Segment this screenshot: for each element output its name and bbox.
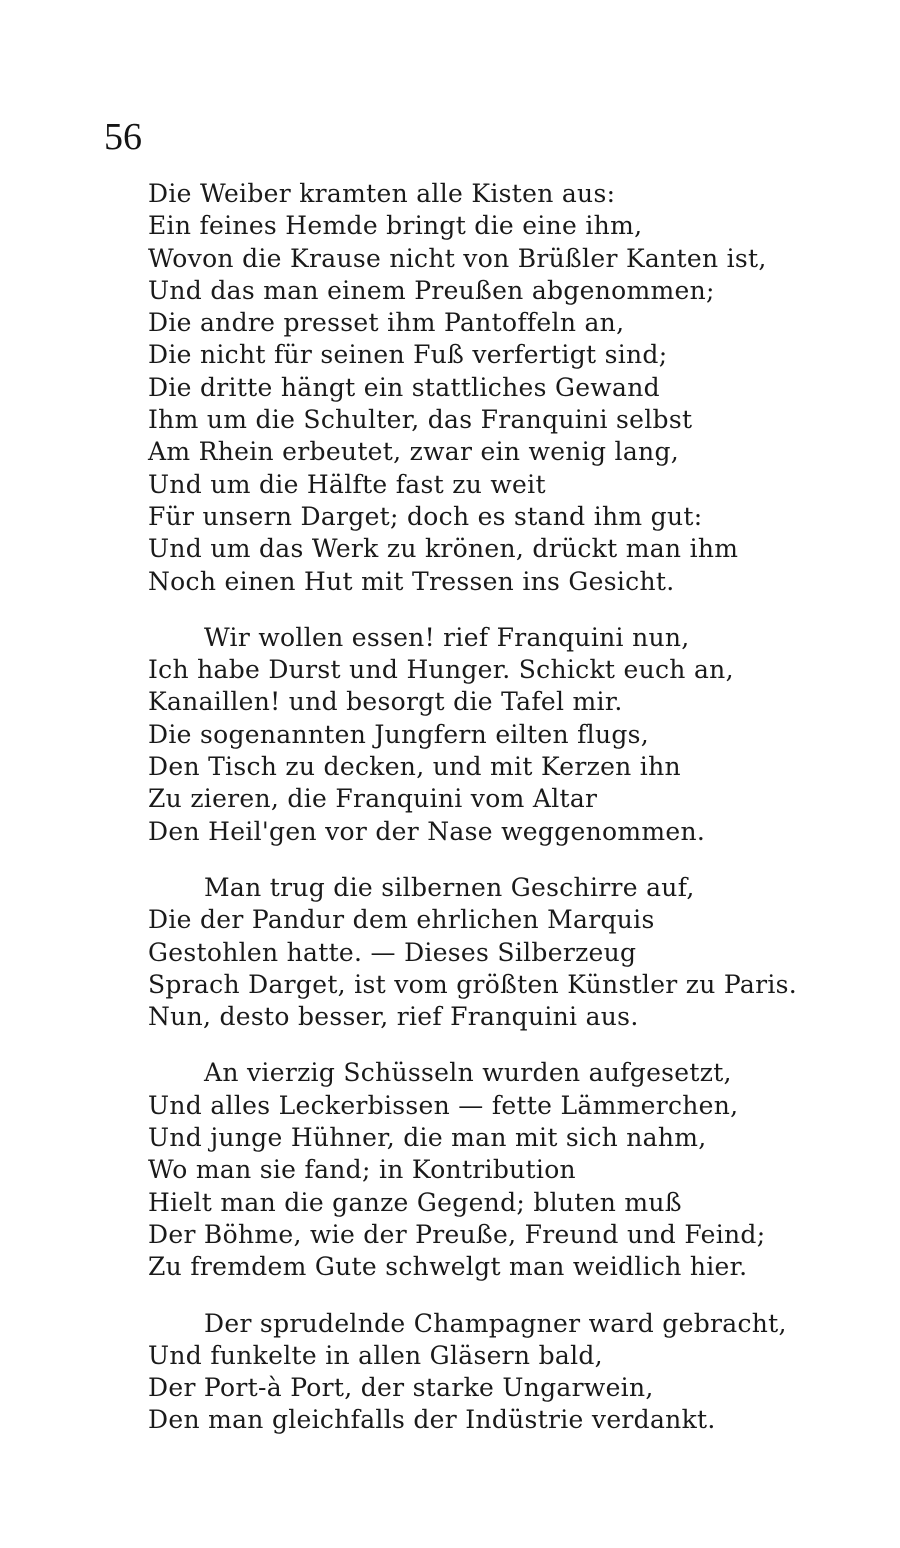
poem-line: Und alles Leckerbissen — fette Lämmerchen, [148,1090,739,1120]
poem-line: Und um das Werk zu krönen, drückt man ihm [148,534,739,564]
poem-body [148,178,828,1437]
poem-line: Ich habe Durst und Hunger. Schickt euch an, [148,655,734,685]
poem-line: Für unsern Darget; doch es stand ihm gut: [148,501,703,531]
stanza [148,1308,828,1437]
poem-line: Den man gleichfalls der Indüstrie verdankt. [148,1405,716,1435]
poem-line: Man trug die silbernen Geschirre auf, [204,872,695,902]
stanza [148,1057,828,1283]
poem-line: Nun, desto besser, rief Franquini aus. [148,1002,639,1032]
page-number: 56 [104,116,142,158]
poem-line: Der Böhme, wie der Preuße, Freund und Feind; [148,1219,766,1249]
poem-line: Der Port-à Port, der starke Ungarwein, [148,1373,654,1403]
poem-line: Und funkelte in allen Gläsern bald, [148,1340,603,1370]
poem-line: Die dritte hängt ein stattliches Gewand [148,372,660,402]
poem-line: Zu fremdem Gute schwelgt man weidlich hier. [148,1252,748,1282]
poem-line: Und das man einem Preußen abgenommen; [148,275,715,305]
poem-line: Ein feines Hemde bringt die eine ihm, [148,211,643,241]
poem-line: Kanaillen! und besorgt die Tafel mir. [148,687,623,717]
poem-line: Noch einen Hut mit Tressen ins Gesicht. [148,566,675,596]
poem-line: Die Weiber kramten alle Kisten aus: [148,179,616,208]
poem-line: Wo man sie fand; in Kontribution [148,1155,576,1185]
poem-line: Zu zieren, die Franquini vom Altar [148,784,598,814]
poem-line: Sprach Darget, ist vom größten Künstler zu Paris. [148,969,798,999]
poem-line: Die andre presset ihm Pantoffeln an, [148,308,625,338]
poem-line: Wir wollen essen! rief Franquini nun, [204,622,690,652]
poem-line: Den Tisch zu decken, und mit Kerzen ihn [148,752,681,782]
stanza [148,622,828,848]
poem-line: Wovon die Krause nicht von Brüßler Kanten ist, [148,243,767,273]
poem-line: Hielt man die ganze Gegend; bluten muß [148,1187,682,1217]
poem-line: Und junge Hühner, die man mit sich nahm, [148,1123,707,1153]
poem-line: An vierzig Schüsseln wurden aufgesetzt, [204,1058,732,1088]
poem-line: Die sogenannten Jungfern eilten flugs, [148,719,650,749]
poem-line: Die nicht für seinen Fuß verfertigt sind; [148,340,668,370]
poem-line: Am Rhein erbeutet, zwar ein wenig lang, [148,437,679,467]
stanza [148,872,828,1033]
poem-line: Den Heil'gen vor der Nase weggenommen. [148,816,706,846]
poem-line: Und um die Hälfte fast zu weit [148,469,546,499]
poem-line: Die der Pandur dem ehrlichen Marquis [148,905,655,935]
poem-line: Gestohlen hatte. — Dieses Silberzeug [148,937,637,967]
stanza [148,178,828,598]
poem-line: Der sprudelnde Champagner ward gebracht, [204,1308,787,1338]
poem-line: Ihm um die Schulter, das Franquini selbst [148,405,693,435]
